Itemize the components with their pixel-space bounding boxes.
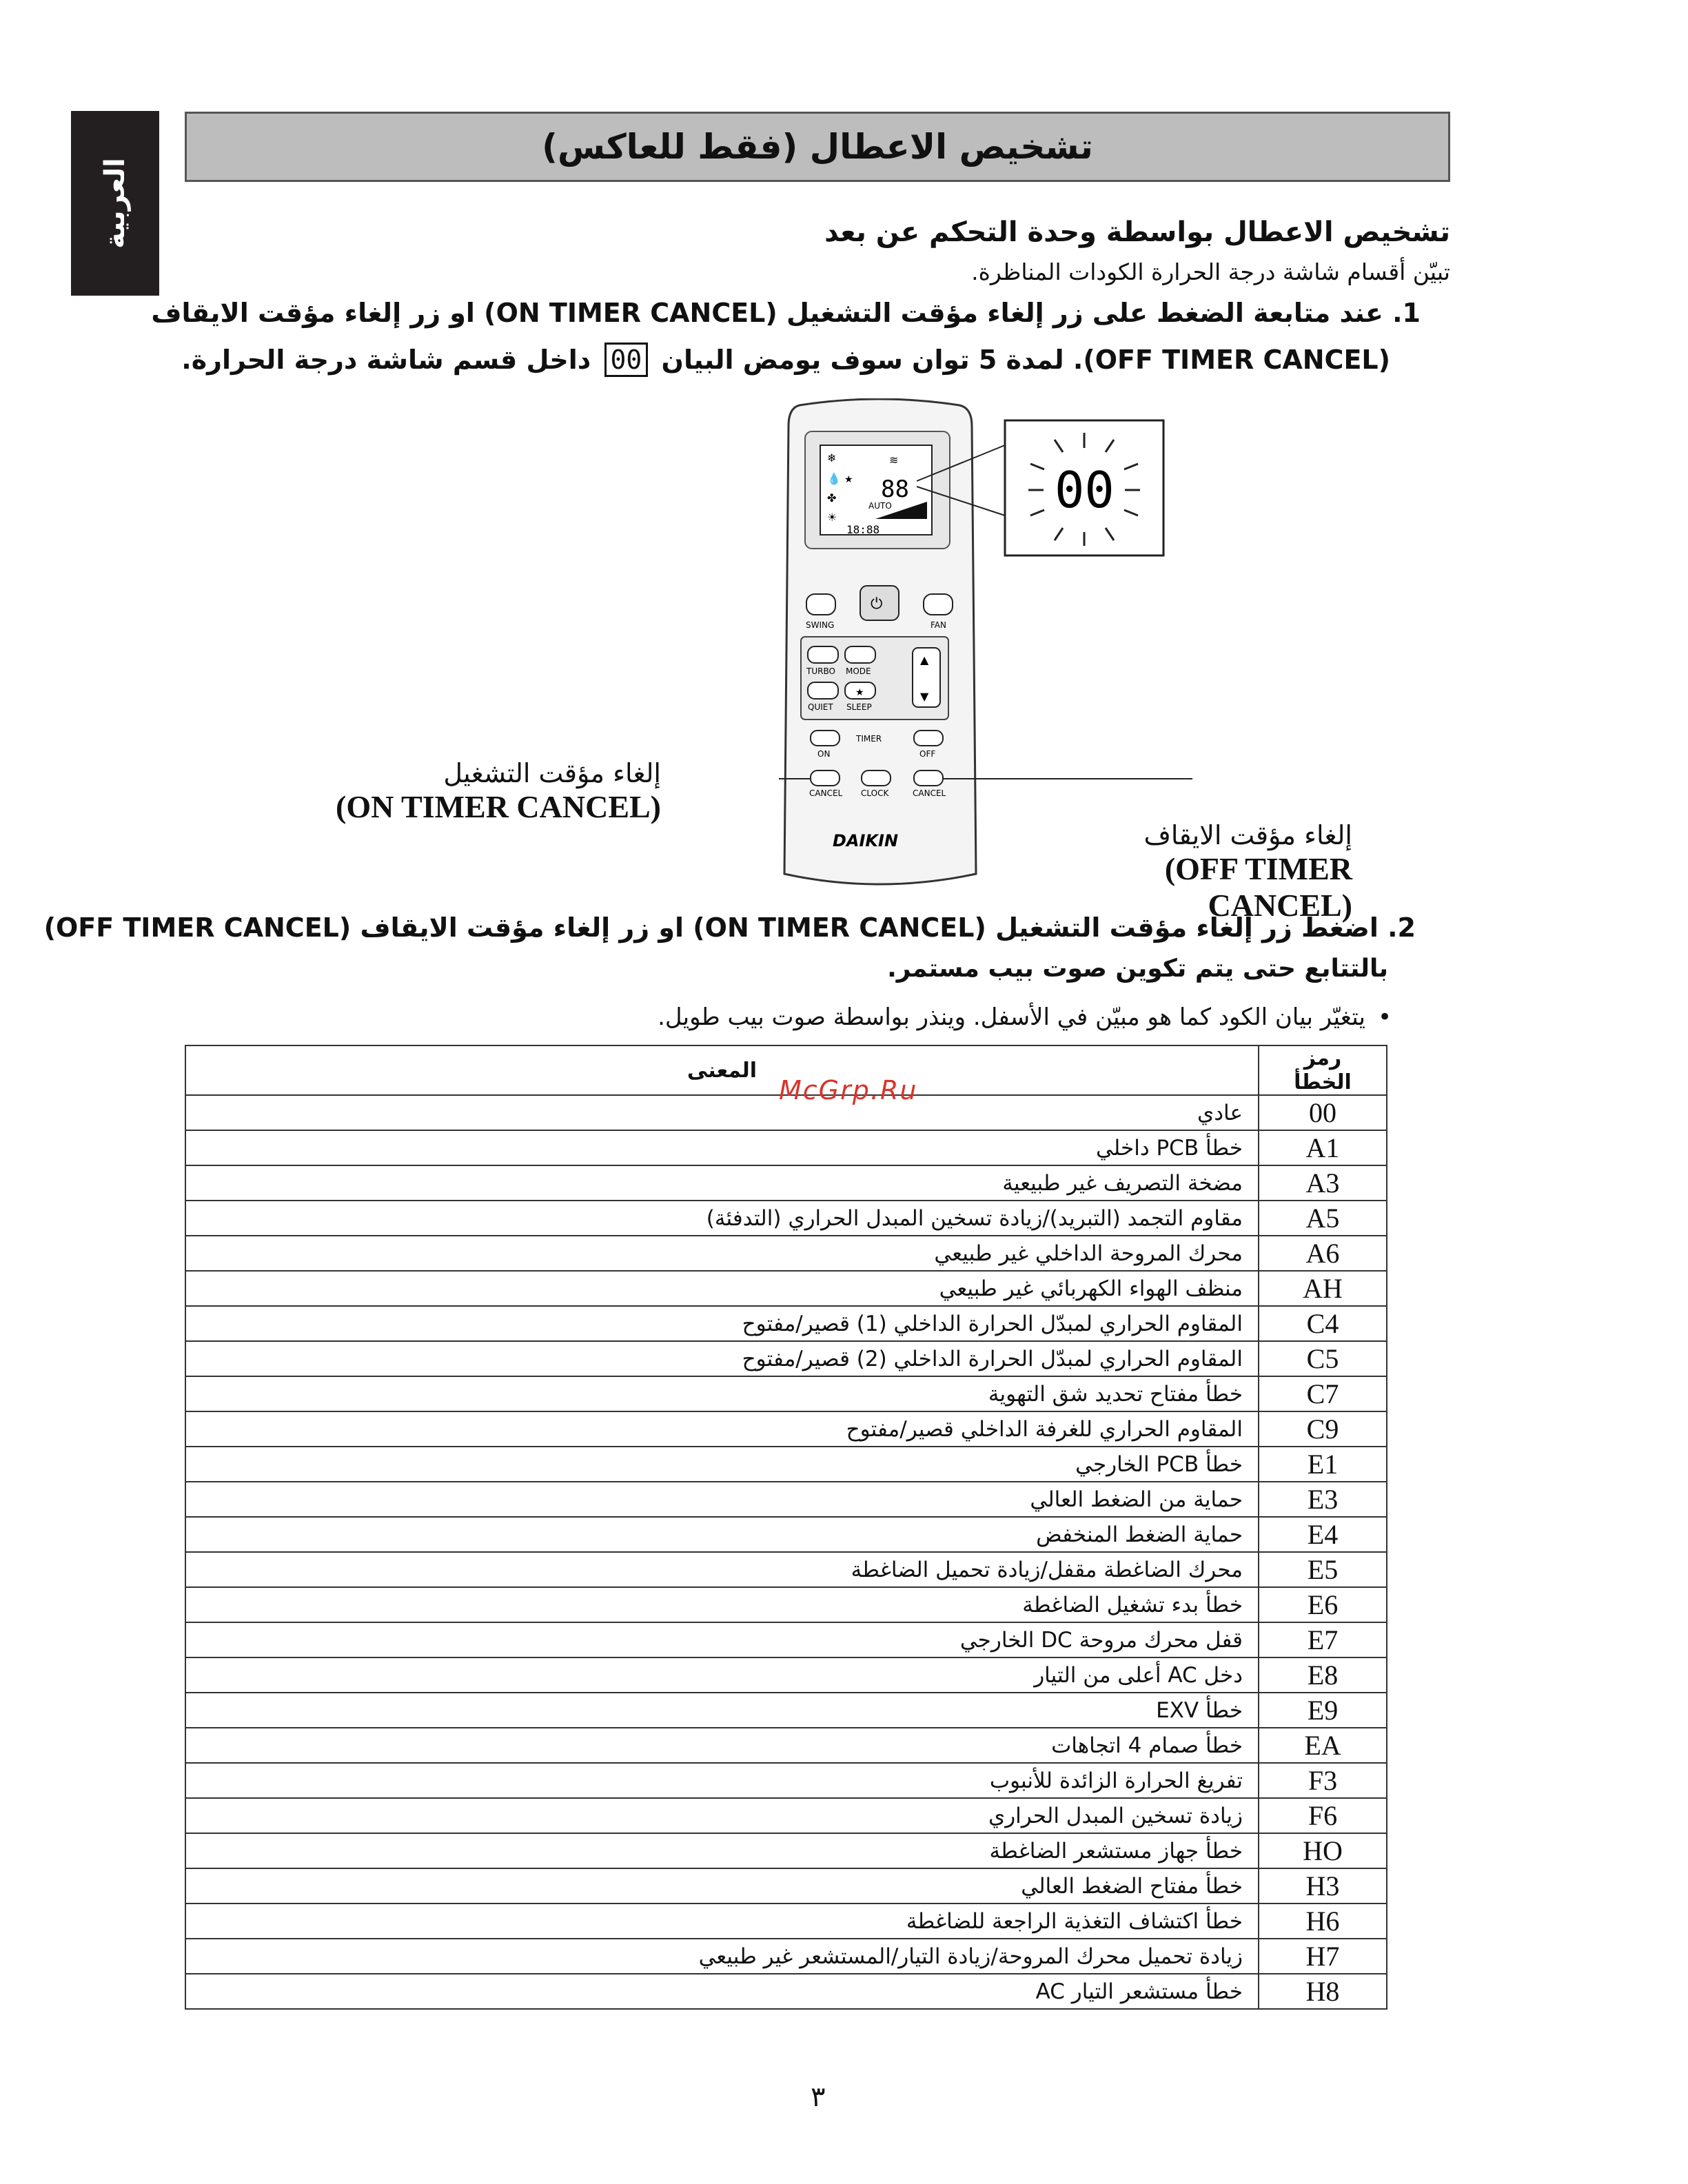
lcd-temp: 88: [881, 476, 909, 503]
error-meaning: خطأ مستشعر التيار AC: [185, 1974, 1259, 2009]
error-meaning: مقاوم التجمد (التبريد)/زيادة تسخين المبدل الحراري (التدفئة): [185, 1201, 1259, 1236]
error-meaning: زيادة تحميل محرك المروحة/زيادة التيار/المستشعر غير طبيعي: [185, 1939, 1259, 1974]
star-icon: ★: [844, 474, 853, 485]
error-meaning: خطأ بدء تشغيل الضاغطة: [185, 1587, 1259, 1622]
page-title-bar: [185, 112, 1450, 182]
error-code: HO: [1259, 1833, 1387, 1868]
off-timer-cancel-callout: [1021, 820, 1352, 923]
table-row: [185, 1517, 1387, 1552]
step2-line2: بالتتابع حتى يتم تكوين صوت بيب مستمر.: [887, 955, 1388, 983]
error-code: E8: [1259, 1657, 1387, 1693]
mode-label: MODE: [846, 666, 871, 676]
error-code: C9: [1259, 1411, 1387, 1447]
error-code: H3: [1259, 1868, 1387, 1904]
error-code: E5: [1259, 1552, 1387, 1587]
table-row: [185, 1271, 1387, 1306]
error-meaning: خطأ اكتشاف التغذية الراجعة للضاغطة: [185, 1904, 1259, 1939]
language-tab[interactable]: [71, 111, 159, 296]
table-row: [185, 1587, 1387, 1622]
drop-icon: 💧: [827, 472, 841, 485]
error-meaning: حماية من الضغط العالي: [185, 1482, 1259, 1517]
table-row: [185, 1130, 1387, 1165]
turbo-button[interactable]: [808, 646, 838, 663]
error-meaning: المقاوم الحراري لمبدّل الحرارة الداخلي (2) قصير/مفتوح: [185, 1341, 1259, 1376]
table-row: [185, 1833, 1387, 1868]
error-code: A1: [1259, 1130, 1387, 1165]
error-meaning: المقاوم الحراري للغرفة الداخلي قصير/مفتوح: [185, 1411, 1259, 1447]
table-row: [185, 1657, 1387, 1693]
timer-label: TIMER: [856, 734, 882, 744]
on-timer-cancel-button[interactable]: [811, 770, 840, 786]
error-meaning: خطأ PCB الخارجي: [185, 1447, 1259, 1482]
error-code: A5: [1259, 1201, 1387, 1236]
swing-button[interactable]: [806, 594, 835, 615]
error-code: E7: [1259, 1622, 1387, 1657]
error-meaning: زيادة تسخين المبدل الحراري: [185, 1798, 1259, 1833]
error-meaning: محرك المروحة الداخلي غير طبيعي: [185, 1236, 1259, 1271]
page-title: تشخيص الاعطال (فقط للعاكس): [542, 127, 1093, 167]
table-row: [185, 1868, 1387, 1904]
on-label: ON: [817, 749, 831, 759]
error-code: F3: [1259, 1763, 1387, 1798]
power-icon: ⏻: [871, 595, 883, 613]
error-meaning: خطأ جهاز مستشعر الضاغطة: [185, 1833, 1259, 1868]
table-row: [185, 1201, 1387, 1236]
table-row: [185, 1763, 1387, 1798]
error-meaning: خطأ صمام 4 اتجاهات: [185, 1728, 1259, 1763]
error-code: H7: [1259, 1939, 1387, 1974]
off-timer-cancel-en: (OFF TIMER CANCEL): [1164, 851, 1352, 923]
quiet-button[interactable]: [808, 682, 838, 699]
page-number: ٣: [811, 2081, 826, 2113]
error-meaning: المقاوم الحراري لمبدّل الحرارة الداخلي (1) قصير/مفتوح: [185, 1306, 1259, 1341]
step1-line2: [181, 345, 1390, 375]
arrow-up-icon: ▲: [920, 653, 929, 666]
error-code: 00: [1259, 1095, 1387, 1130]
error-code: E3: [1259, 1482, 1387, 1517]
table-row: [185, 1974, 1387, 2009]
mode-button[interactable]: [845, 646, 875, 663]
turbo-label: TURBO: [806, 666, 835, 676]
section-heading: تشخيص الاعطال بواسطة وحدة التحكم عن بعد: [824, 216, 1450, 248]
on-timer-cancel-ar: إلغاء مؤقت التشغيل: [443, 758, 661, 788]
error-meaning: منظف الهواء الكهربائي غير طبيعي: [185, 1271, 1259, 1306]
table-row: [185, 1165, 1387, 1201]
fan-button[interactable]: [924, 594, 953, 615]
error-code: A6: [1259, 1236, 1387, 1271]
error-code: A3: [1259, 1165, 1387, 1201]
error-meaning: خطأ مفتاح تحديد شق التهوية: [185, 1376, 1259, 1411]
table-row: [185, 1939, 1387, 1974]
error-code: EA: [1259, 1728, 1387, 1763]
quiet-label: QUIET: [808, 702, 833, 712]
off-timer-cancel-ar: إلغاء مؤقت الايقاف: [1143, 820, 1352, 850]
error-meaning: حماية الضغط المنخفض: [185, 1517, 1259, 1552]
wifi-icon: ≋: [889, 453, 899, 467]
swing-label: SWING: [806, 620, 835, 630]
sun-icon: ☀: [827, 511, 837, 524]
table-row: [185, 1728, 1387, 1763]
table-row: [185, 1306, 1387, 1341]
clock-label: CLOCK: [861, 788, 889, 798]
error-code: F6: [1259, 1798, 1387, 1833]
table-row: [185, 1341, 1387, 1376]
arrow-down-icon: ▼: [920, 690, 929, 703]
note-content: يتغيّر بيان الكود كما هو مبيّن في الأسفل. وينذر بواسطة صوت بيب طويل.: [658, 1003, 1365, 1031]
error-code: H8: [1259, 1974, 1387, 2009]
step1-line2-post: داخل قسم شاشة درجة الحرارة.: [181, 345, 591, 375]
error-meaning: خطأ PCB داخلي: [185, 1130, 1259, 1165]
lcd-auto: AUTO: [868, 501, 892, 511]
note-text: [658, 1003, 1392, 1031]
table-row: [185, 1411, 1387, 1447]
snowflake-icon: ❄: [827, 451, 837, 465]
step1-line1: 1. عند متابعة الضغط على زر إلغاء مؤقت التشغيل (ON TIMER CANCEL) او زر إلغاء مؤقت الايقاف: [151, 298, 1421, 328]
cancel-left-label: CANCEL: [809, 788, 843, 798]
error-code: C5: [1259, 1341, 1387, 1376]
table-row: [185, 1693, 1387, 1728]
on-timer-button[interactable]: [811, 731, 840, 746]
error-meaning: خطأ مفتاح الضغط العالي: [185, 1868, 1259, 1904]
error-meaning: دخل AC أعلى من التيار: [185, 1657, 1259, 1693]
watermark: McGrp.Ru: [779, 1075, 918, 1105]
step2-line1: 2. اضغط زر إلغاء مؤقت التشغيل (ON TIMER CANCEL) او زر إلغاء مؤقت الايقاف (OFF TIMER CANCEL): [43, 912, 1416, 943]
table-row: [185, 1622, 1387, 1657]
fan-label: FAN: [931, 620, 946, 630]
zoom-display: 00: [1055, 461, 1115, 519]
table-row: [185, 1376, 1387, 1411]
lcd-clock: 18:88: [846, 523, 880, 536]
error-code-table: [185, 1045, 1387, 2010]
sleep-star-icon: ★: [855, 687, 864, 698]
error-meaning: محرك الضاغطة مقفل/زيادة تحميل الضاغطة: [185, 1552, 1259, 1587]
bullet-icon: •: [1377, 1003, 1392, 1031]
table-row: [185, 1552, 1387, 1587]
table-row: [185, 1447, 1387, 1482]
error-code: E6: [1259, 1587, 1387, 1622]
off-timer-cancel-button[interactable]: [914, 770, 943, 786]
error-code: E9: [1259, 1693, 1387, 1728]
step1-line2-pre: (OFF TIMER CANCEL). لمدة 5 توان سوف يومض البيان: [661, 345, 1390, 375]
error-code: C4: [1259, 1306, 1387, 1341]
error-meaning: خطأ EXV: [185, 1693, 1259, 1728]
fan-mode-icon: ✤: [827, 491, 837, 504]
error-code: E4: [1259, 1517, 1387, 1552]
error-meaning: قفل محرك مروحة DC الخارجي: [185, 1622, 1259, 1657]
error-code: E1: [1259, 1447, 1387, 1482]
error-meaning: مضخة التصريف غير طبيعية: [185, 1165, 1259, 1201]
table-row: [185, 1236, 1387, 1271]
cancel-right-label: CANCEL: [913, 788, 946, 798]
off-timer-button[interactable]: [914, 731, 943, 746]
language-tab-label: العربية: [99, 158, 131, 249]
table-row: [185, 1482, 1387, 1517]
on-timer-cancel-en: (ON TIMER CANCEL): [336, 789, 661, 824]
on-timer-cancel-callout: [336, 758, 661, 825]
intro-text: تبيّن أقسام شاشة درجة الحرارة الكودات المناظرة.: [971, 258, 1450, 285]
error-code: C7: [1259, 1376, 1387, 1411]
table-row: [185, 1798, 1387, 1833]
clock-button[interactable]: [862, 770, 891, 786]
sleep-label: SLEEP: [846, 702, 872, 712]
error-code: H6: [1259, 1904, 1387, 1939]
table-row: [185, 1904, 1387, 1939]
brand-logo: DAIKIN: [833, 831, 899, 850]
table-body: [185, 1095, 1387, 2009]
header-meaning: المعنى: [185, 1045, 1259, 1095]
error-code: AH: [1259, 1271, 1387, 1306]
off-label: OFF: [919, 749, 936, 759]
error-meaning: عادي: [185, 1095, 1259, 1130]
header-code: رمز الخطأ: [1259, 1045, 1387, 1095]
error-meaning: تفريغ الحرارة الزائدة للأنبوب: [185, 1763, 1259, 1798]
blinking-code-display: 00: [604, 343, 649, 377]
